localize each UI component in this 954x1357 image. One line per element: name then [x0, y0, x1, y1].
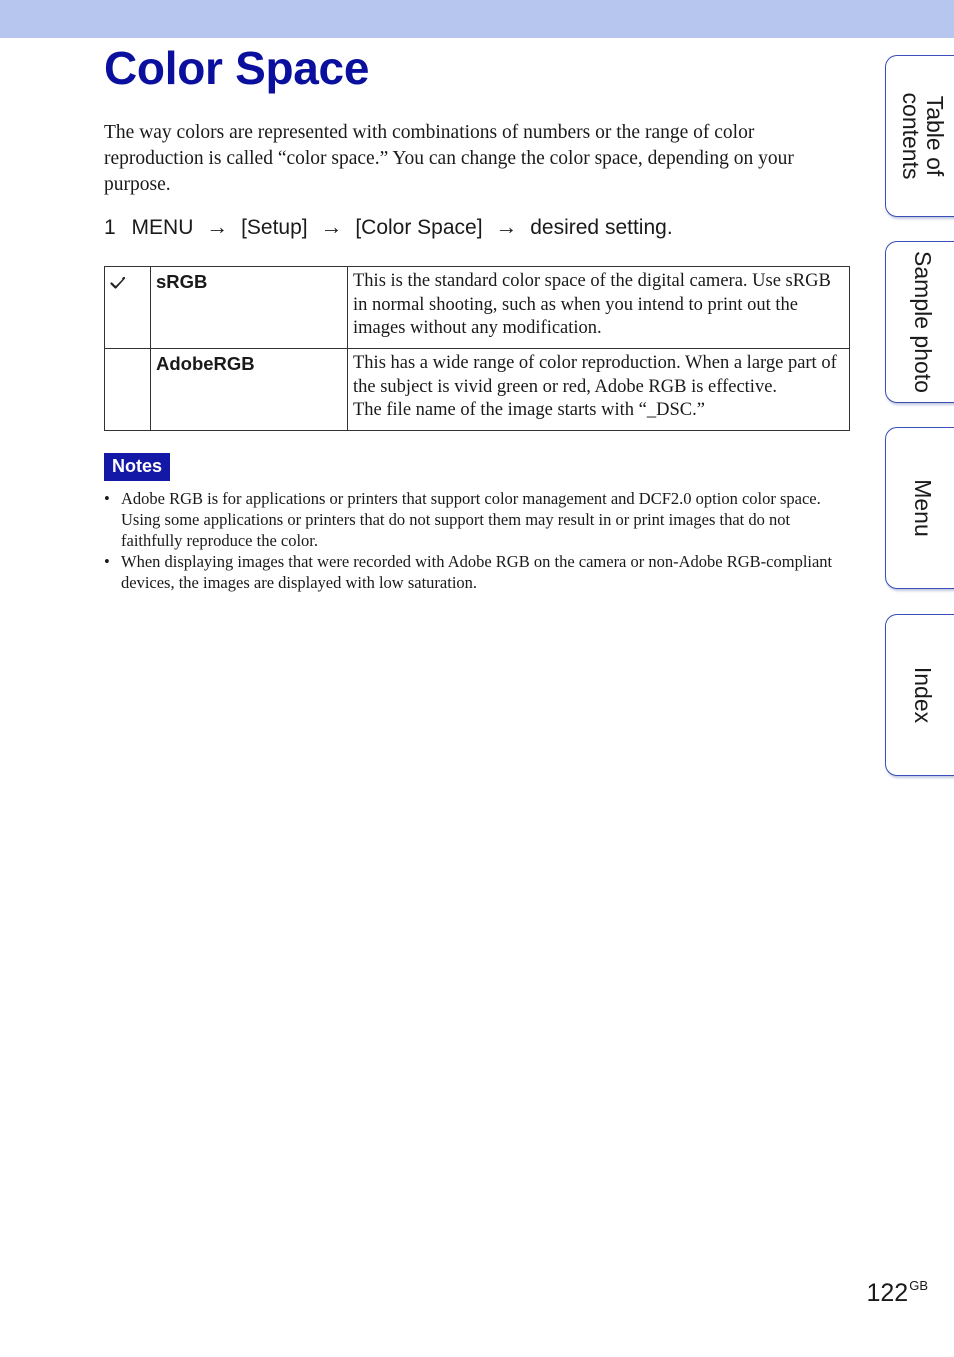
step-color-space: [Color Space]	[355, 216, 483, 239]
arrow-right-icon: →	[320, 214, 343, 239]
page-title: Color Space	[104, 42, 370, 94]
bullet: •	[104, 489, 110, 508]
table-row	[105, 349, 850, 431]
tab-index[interactable]	[885, 614, 954, 776]
setting-description: This is the standard color space of the digital camera. Use sRGB in normal shooting, such as when you intend to print out the images without any modification.	[348, 267, 850, 349]
tab-label: Sample photo	[910, 251, 936, 393]
step-setup: [Setup]	[241, 216, 308, 239]
tab-label: Index	[910, 666, 936, 724]
tab-label: Table of contents	[898, 92, 948, 180]
step-menu: MENU	[131, 216, 194, 239]
step-desired-setting: desired setting.	[530, 216, 673, 239]
notes-list	[104, 488, 854, 593]
page-number-suffix: GB	[909, 1278, 928, 1293]
default-mark-cell	[105, 349, 151, 431]
step-number: 1	[104, 216, 116, 239]
arrow-right-icon: →	[206, 214, 229, 239]
note-text: Adobe RGB is for applications or printers that support color management and DCF2.0 option color space. Using some applications or printers that do not support them may result in or print images that do not faithfully reproduce the color.	[121, 489, 821, 550]
bullet: •	[104, 552, 110, 571]
notes-badge: Notes	[104, 453, 170, 481]
default-mark-cell	[105, 267, 151, 349]
arrow-right-icon: →	[495, 214, 518, 239]
description-line: The file name of the image starts with “_DSC.”	[353, 400, 705, 420]
list-item	[104, 488, 854, 551]
settings-table	[104, 266, 850, 431]
tab-sample-photo[interactable]	[885, 241, 954, 403]
table-row	[105, 267, 850, 349]
page-number	[866, 1278, 928, 1308]
top-band	[0, 0, 954, 38]
tab-label: Menu	[910, 479, 936, 537]
list-item	[104, 551, 854, 593]
page-number-value: 122	[866, 1279, 909, 1307]
intro-paragraph: The way colors are represented with combinations of numbers or the range of color reproduction is called “color space.” You can change the color space, depending on your purpose.	[104, 122, 794, 195]
default-check-icon	[110, 276, 126, 290]
note-text: When displaying images that were recorded with Adobe RGB on the camera or non-Adobe RGB-compliant devices, the images are displayed with low saturation.	[121, 552, 833, 592]
setting-description	[348, 349, 850, 431]
description-line: This has a wide range of color reproduction. When a large part of the subject is vivid green or red, Adobe RGB is effective.	[353, 353, 837, 397]
tab-menu[interactable]	[885, 427, 954, 589]
menu-step	[104, 213, 864, 242]
setting-name: sRGB	[151, 267, 348, 349]
setting-name: AdobeRGB	[151, 349, 348, 431]
tab-table-of-contents[interactable]	[885, 55, 954, 217]
